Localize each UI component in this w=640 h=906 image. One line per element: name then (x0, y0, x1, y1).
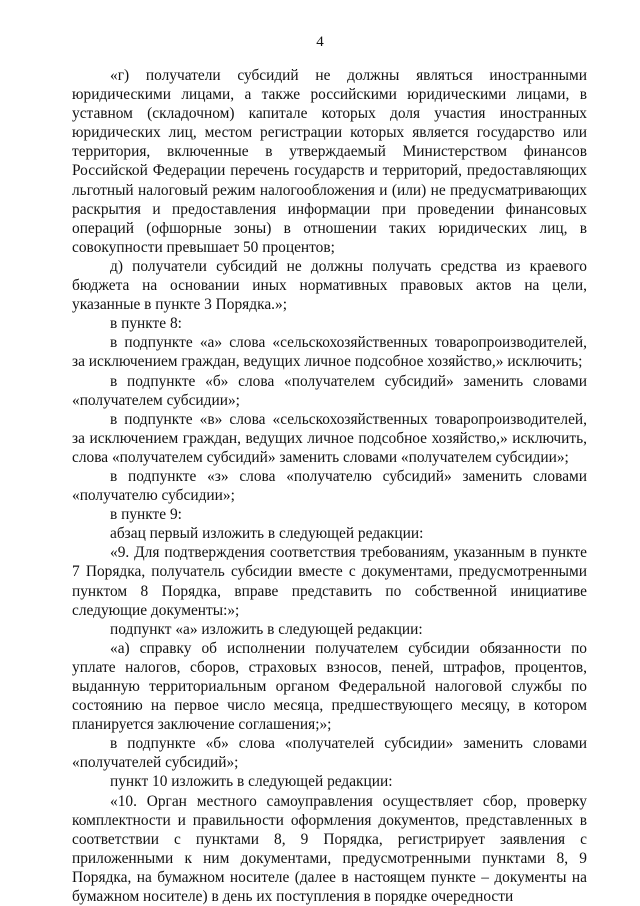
paragraph-item-9-a-heading: подпункт «а» изложить в следующей редакции: (110, 620, 423, 638)
paragraph-item-8-z: в подпункте «з» слова «получателю субсидий» заменить словами «получателю субсидии»; (72, 467, 587, 505)
paragraph-item-8-v: в подпункте «в» слова «сельскохозяйственных товаропроизводителей, за исключением граждан, ведущих личное подсобное хозяйство,» исключить, слова «получателем субсидий» заменить словами «получателем субсидии»; (72, 410, 587, 466)
paragraph-item-9-new-text: «9. Для подтверждения соответствия требованиям, указанным в пункте 7 Порядка, получатель субсидии вместе с документами, предусмотренными пунктом 8 Порядка, вправе представить по собственной инициативе следующие документы:»; (72, 544, 587, 619)
paragraph-item-9-heading: в пункте 9: (110, 506, 182, 524)
paragraph-subitem-g: «г) получатели субсидий не должны являться иностранными юридическими лицами, а также российскими юридическими лицами, в уставном (складочном) капитале которых доля участия иностранных юридических лиц, местом регистрации которых является государство или территория, включенные в утверждаемый Министерством финансов Российской Федерации перечень государств и территорий, предоставляющих льготный налоговый режим налогообложения и (или) не предусматривающих раскрытия и предоставления информации при проведении финансовых операций (офшорные зоны) в отношении таких юридических лиц, в совокупности превышает 50 процентов; (72, 67, 587, 256)
paragraph-item-9-a-new-text: «а) справку об исполнении получателем субсидии обязанности по уплате налогов, сборов, страховых взносов, пеней, штрафов, процентов, выданную территориальным органом Федеральной налоговой службы по состоянию на первое число месяца, предшествующего месяцу, в котором планируется заключение соглашения;»; (72, 639, 587, 734)
paragraph-item-9-b: в подпункте «б» слова «получателей субсидии» заменить словами «получателей субсидий»; (72, 735, 587, 772)
paragraph-item-8-a: в подпункте «а» слова «сельскохозяйственных товаропроизводителей, за исключением граждан, ведущих личное подсобное хозяйство,» исключить; (72, 334, 587, 371)
page-number: 4 (316, 34, 324, 50)
paragraph-item-9-first-abzac: абзац первый изложить в следующей редакции: (110, 525, 424, 543)
paragraph-item-10-new-text: «10. Орган местного самоуправления осуществляет сбор, проверку комплектности и правильности оформления документов, представленных в соответствии с пунктами 8, 9 Порядка, регистрирует заявления с приложенными к ним документами, предусмотренными пунктами 8, 9 Порядка, на бумажном носителе (далее в настоящем пункте – документы на бумажном носителе) в день их поступления в порядке очередности (72, 792, 587, 906)
document-body (72, 66, 587, 906)
paragraph-item-8-heading: в пункте 8: (110, 315, 182, 333)
paragraph-subitem-d: д) получатели субсидий не должны получать средства из краевого бюджета на основании иных нормативных правовых актов на цели, указанные в пункте 3 Порядка.»; (72, 257, 587, 314)
paragraph-item-8-b: в подпункте «б» слова «получателем субсидий» заменить словами «получателем субсидии»; (72, 372, 587, 409)
paragraph-item-10-heading: пункт 10 изложить в следующей редакции: (110, 773, 393, 791)
